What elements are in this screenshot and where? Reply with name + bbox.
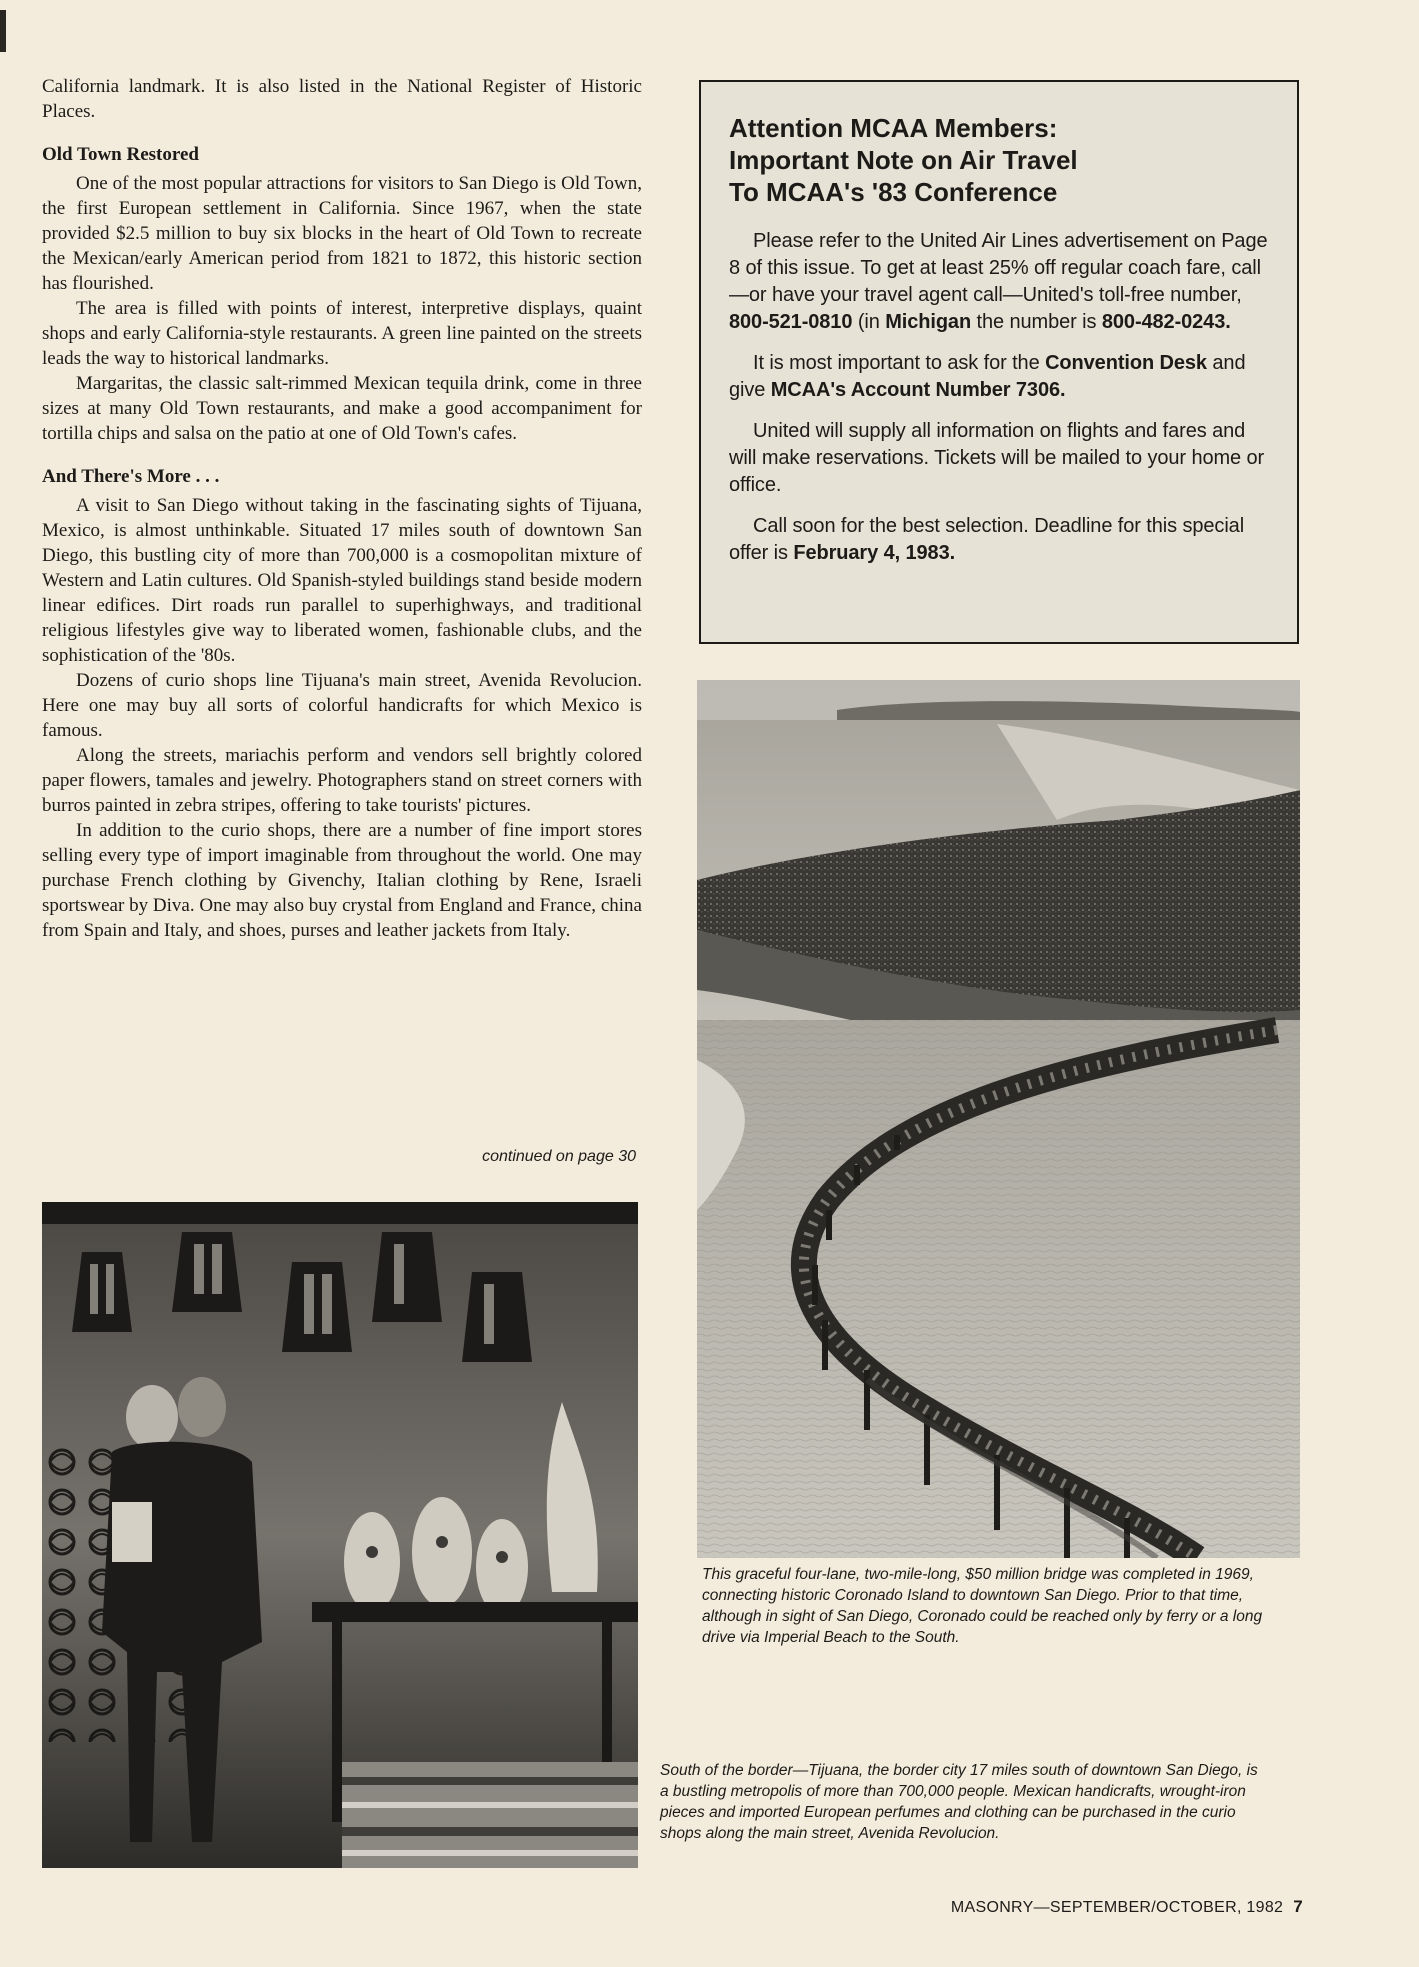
- paragraph: Margaritas, the classic salt-rimmed Mexican tequila drink, come in three sizes at many Old Town restaurants, and make a good accompaniment for tortilla chips and salsa on the patio at one of Old Town's cafes.: [42, 373, 642, 444]
- intro-paragraph: California landmark. It is also listed in the National Register of Historic Places.: [42, 76, 642, 122]
- shop-caption: South of the border—Tijuana, the border city 17 miles south of downtown San Diego, is a bustling metropolis of more than 700,000 people. Mexican handicrafts, wrought-iron pieces and imported European perfumes and clothing can be purchased in the curio shops along the main street, Avenida Revolucion.: [660, 1762, 1258, 1842]
- mcaa-notice-box: [699, 80, 1299, 644]
- binding-edge: [0, 10, 6, 52]
- text: (in: [852, 311, 886, 333]
- paragraph: Dozens of curio shops line Tijuana's main street, Avenida Revolucion. Here one may buy all sorts of colorful handicrafts for which Mexico is famous.: [42, 670, 642, 741]
- state-name: Michigan: [885, 311, 972, 333]
- notice-paragraph: [729, 228, 1270, 336]
- text: the number is: [971, 311, 1102, 333]
- more-heading: And There's More . . .: [42, 466, 220, 487]
- paragraph: A visit to San Diego without taking in the fascinating sights of Tijuana, Mexico, is almost unthinkable. Situated 17 miles south of downtown San Diego, this bustling city of more than 700,000 is a cosmopolitan mixture of Western and Latin cultures. Old Spanish-styled buildings stand beside modern linear edifices. Dirt roads run parallel to superhighways, and traditional religious lifestyles give way to liberated women, fashionable clubs, and the sophistication of the '80s.: [42, 495, 642, 666]
- notice-title-line: To MCAA's '83 Conference: [729, 177, 1058, 207]
- phone-number: 800-482-0243.: [1101, 311, 1231, 333]
- text: Call soon for the best selection. Deadline for this special offer is: [729, 515, 1245, 564]
- paragraph: In addition to the curio shops, there are a number of fine import stores selling every type of import imaginable from throughout the world. One may purchase French clothing by Givenchy, Italian clothing by Rene, Israeli sportswear by Diva. One may also buy crystal from England and France, china from Spain and Italy, and shoes, purses and leather jackets from Italy.: [42, 820, 642, 941]
- old-town-heading: Old Town Restored: [42, 144, 199, 165]
- paragraph: One of the most popular attractions for visitors to San Diego is Old Town, the first European settlement in California. Since 1967, when the state provided $2.5 million to buy six blocks in the heart of Old Town to recreate the Mexican/early American period from 1821 to 1872, this historic section has flourished.: [42, 173, 642, 294]
- page-number: 7: [1293, 1897, 1303, 1916]
- notice-title-line: Attention MCAA Members:: [729, 113, 1058, 143]
- desk-name: Convention Desk: [1045, 352, 1207, 374]
- deadline-date: February 4, 1983.: [793, 542, 956, 564]
- curio-shop-photo: [42, 1202, 638, 1868]
- text: It is most important to ask for the: [753, 352, 1046, 374]
- text: Please refer to the United Air Lines advertisement on Page 8 of this issue. To get at least 25% off regular coach fare, call—or have your travel agent call—United's toll-free number,: [729, 230, 1268, 306]
- phone-number: 800-521-0810: [729, 311, 853, 333]
- notice-title: [729, 112, 1270, 208]
- page-footer: [951, 1897, 1303, 1917]
- text: and give: [729, 352, 1246, 401]
- continued-note: continued on page 30: [482, 1148, 636, 1165]
- bridge-caption: This graceful four-lane, two-mile-long, $50 million bridge was completed in 1969, connecting historic Coronado Island to downtown San Diego. Prior to that time, although in sight of San Diego, Coronado could be reached only by ferry or a long drive via Imperial Beach to the South.: [702, 1566, 1263, 1646]
- account-number: MCAA's Account Number 7306.: [770, 379, 1066, 401]
- paragraph: The area is filled with points of interest, interpretive displays, quaint shops and early California-style restaurants. A green line painted on the streets leads the way to historical landmarks.: [42, 298, 642, 369]
- article-column: [42, 74, 642, 943]
- coronado-bridge-photo: [697, 680, 1300, 1558]
- notice-paragraph: [729, 350, 1270, 404]
- notice-paragraph: [729, 513, 1270, 567]
- notice-title-line: Important Note on Air Travel: [729, 145, 1078, 175]
- masthead-text: MASONRY—SEPTEMBER/OCTOBER, 1982: [950, 1899, 1284, 1916]
- paragraph: Along the streets, mariachis perform and vendors sell brightly colored paper flowers, tamales and jewelry. Photographers stand on street corners with burros painted in zebra stripes, offering to take tourists' pictures.: [42, 745, 642, 816]
- notice-paragraph: United will supply all information on flights and fares and will make reservations. Tickets will be mailed to your home or office.: [729, 420, 1265, 496]
